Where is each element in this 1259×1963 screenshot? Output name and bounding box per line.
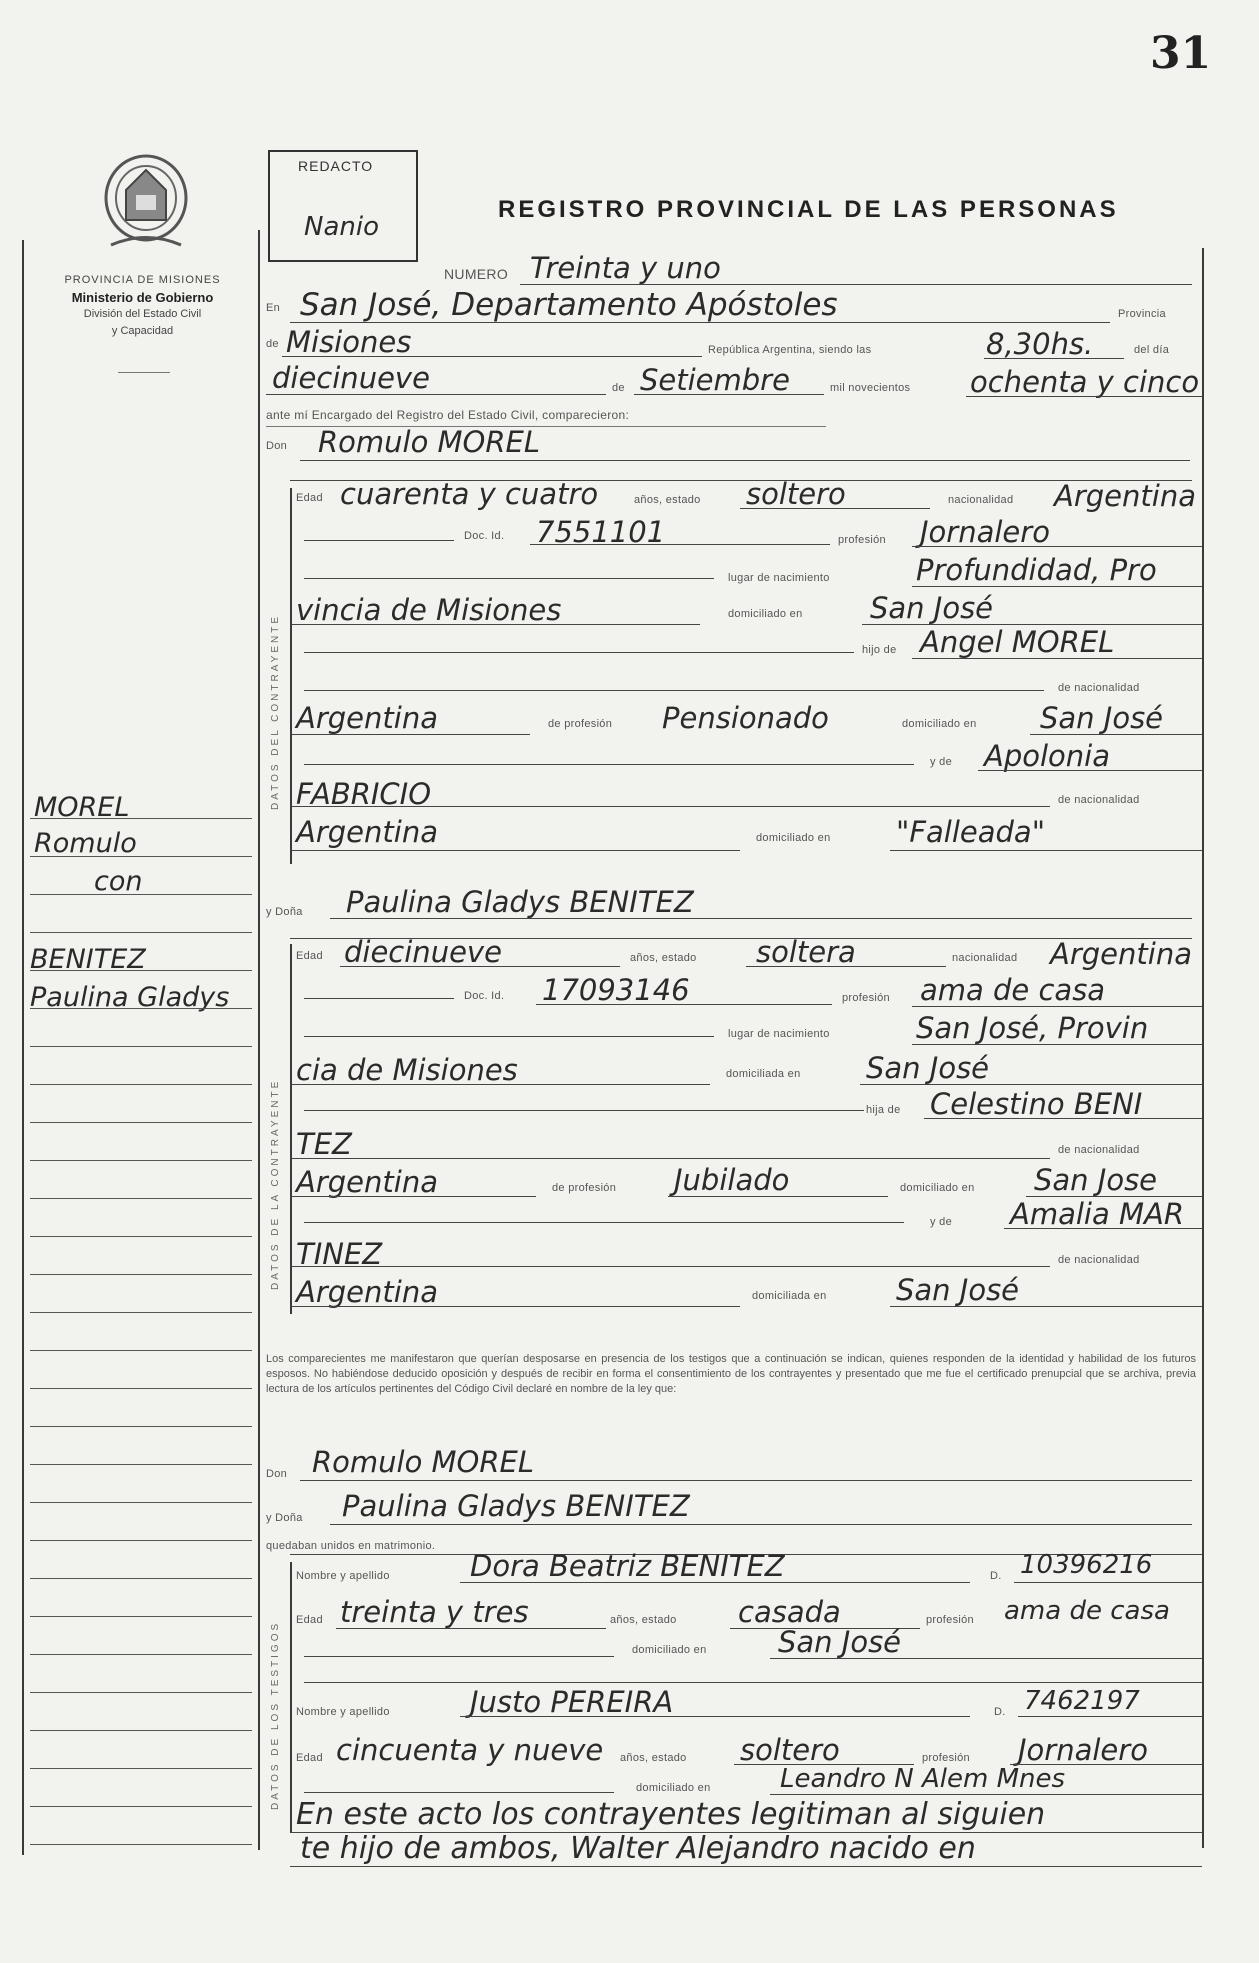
margin-rule [30, 1236, 252, 1237]
w2-prof-label: profesión [922, 1752, 970, 1764]
republica-label: República Argentina, siendo las [708, 344, 872, 356]
margin-rule [30, 1616, 252, 1617]
bride-father-nationality: Argentina [296, 1165, 438, 1199]
bride-status-value: soltera [756, 935, 856, 969]
rule [860, 1084, 1202, 1085]
rule [300, 460, 1190, 461]
authority-line-4: y Capacidad [111, 325, 174, 337]
rule [460, 1582, 970, 1583]
rule [304, 1792, 614, 1793]
margin-rule [30, 1350, 252, 1351]
margin-rule [30, 1540, 252, 1541]
rule [290, 322, 1110, 323]
bride-section-bar [290, 944, 292, 1314]
margin-rule [30, 1578, 252, 1579]
margin-rule [30, 1806, 252, 1807]
w2-nombre-label: Nombre y apellido [296, 1706, 390, 1718]
groom-mother-nationality: Argentina [296, 815, 438, 849]
w1-edad-label: Edad [296, 1614, 323, 1626]
right-border [1202, 248, 1204, 1848]
rule [340, 966, 620, 967]
time-value: 8,30hs. [986, 327, 1094, 361]
redacto-value: Nanio [304, 212, 379, 242]
month-value: Setiembre [640, 363, 790, 397]
margin-rule [30, 1198, 252, 1199]
bride-doc-label: Doc. Id. [464, 990, 505, 1002]
w1-status-value: casada [738, 1595, 841, 1629]
w1-d-label: D. [990, 1570, 1002, 1582]
rule [304, 764, 914, 765]
rule [290, 806, 1050, 807]
rule [924, 1118, 1202, 1119]
de-month-label: de [612, 382, 625, 394]
margin-rule [30, 1274, 252, 1275]
decl-dona-label: y Doña [266, 1512, 303, 1524]
margin-rule [30, 1008, 252, 1009]
rule [912, 586, 1202, 587]
margin-rule [30, 1502, 252, 1503]
bride-father-profession: Jubilado [674, 1163, 790, 1197]
groom-domicile-value: San José [870, 591, 994, 625]
groom-mother-nac-label: de nacionalidad [1058, 794, 1140, 806]
bride-father-2: TEZ [296, 1127, 352, 1161]
groom-father-dom-label: domiciliado en [902, 718, 977, 730]
groom-name-value: Romulo MOREL [318, 425, 541, 459]
margin-rule [30, 932, 252, 933]
groom-doc-label: Doc. Id. [464, 530, 505, 542]
rule [890, 1306, 1202, 1307]
rule [304, 1222, 904, 1223]
redacto-label: REDACTO [298, 158, 374, 174]
groom-nac-label: nacionalidad [948, 494, 1014, 506]
rule [770, 1794, 1202, 1795]
note-line-1: En este acto los contrayentes legitiman al siguien [296, 1797, 1046, 1832]
provincia-label: Provincia [1118, 308, 1166, 320]
rule [1004, 1228, 1202, 1229]
rule [330, 1524, 1192, 1525]
w2-edad-label: Edad [296, 1752, 323, 1764]
bride-denac-label: de nacionalidad [1058, 1144, 1140, 1156]
bride-deprof-label: de profesión [552, 1182, 617, 1194]
rule [912, 1006, 1202, 1007]
groom-doc-value: 7551101 [536, 515, 666, 549]
margin-line-1: MOREL [34, 792, 130, 823]
margin-rule [30, 1084, 252, 1085]
numero-label: NUMERO [444, 266, 509, 282]
margin-rule [30, 894, 252, 895]
rule [282, 356, 702, 357]
authority-block [30, 272, 255, 340]
bride-age-value: diecinueve [344, 935, 502, 969]
margin-rule [30, 1654, 252, 1655]
w2-age-value: cincuenta y nueve [336, 1733, 604, 1767]
rule [290, 624, 700, 625]
witness-section-bar [290, 1562, 292, 1832]
w1-doc-value: 10396216 [1020, 1550, 1153, 1580]
rule [966, 396, 1202, 397]
rule [304, 1682, 1202, 1683]
w1-nombre-label: Nombre y apellido [296, 1570, 390, 1582]
rule [1014, 1582, 1202, 1583]
bride-domicile-value: San José [866, 1051, 990, 1085]
rule [1030, 734, 1202, 735]
rule [290, 1196, 536, 1197]
quedaban-label: quedaban unidos en matrimonio. [266, 1540, 436, 1552]
ante-label: ante mí Encargado del Registro del Estado Civil, comparecieron: [266, 408, 630, 422]
bride-name-value: Paulina Gladys BENITEZ [346, 885, 694, 919]
groom-birthplace-1: Profundidad, Pro [916, 553, 1157, 587]
office-heading: REGISTRO PROVINCIAL DE LAS PERSONAS [498, 196, 1119, 223]
rule [300, 1480, 1192, 1481]
margin-rule [30, 1692, 252, 1693]
rule [912, 658, 1202, 659]
bride-edad-label: Edad [296, 950, 323, 962]
bride-birthplace-2: cia de Misiones [296, 1053, 518, 1087]
main-left-border [258, 230, 260, 1850]
rule [634, 394, 824, 395]
rule [912, 546, 1202, 547]
groom-edad-label: Edad [296, 492, 323, 504]
groom-father-domicile: San José [1040, 701, 1164, 735]
margin-rule [30, 1046, 252, 1047]
authority-line-2: Ministerio de Gobierno [71, 290, 214, 305]
authority-divider [118, 372, 170, 373]
rule [304, 1656, 614, 1657]
rule [978, 770, 1202, 771]
bride-father-domicile: San Jose [1034, 1163, 1158, 1197]
margin-rule [30, 1464, 252, 1465]
rule [304, 1036, 714, 1037]
w1-profession-value: ama de casa [1004, 1596, 1170, 1626]
margin-rule [30, 1844, 252, 1845]
rule [290, 1084, 710, 1085]
note-line-2: te hijo de ambos, Walter Alejandro nacido en [300, 1831, 976, 1866]
bride-mother-1: Amalia MAR [1010, 1197, 1184, 1231]
groom-anos-label: años, estado [634, 494, 701, 506]
margin-rule [30, 1426, 252, 1427]
rule [266, 394, 606, 395]
bride-yde-label: y de [930, 1216, 952, 1228]
rule [890, 850, 1202, 851]
decl-groom-value: Romulo MOREL [312, 1445, 535, 1479]
groom-father-profession: Pensionado [662, 701, 829, 735]
decl-don-label: Don [266, 1468, 288, 1480]
rule [290, 1866, 1202, 1867]
en-label: En [266, 302, 281, 314]
w2-anos-label: años, estado [620, 1752, 687, 1764]
province-value: Misiones [286, 325, 412, 359]
bride-birthplace-1: San José, Provin [916, 1011, 1149, 1045]
authority-line-3: División del Estado Civil [83, 308, 202, 320]
rule [290, 1266, 1050, 1267]
groom-mother-1: Apolonia [984, 739, 1110, 773]
redacto-box [268, 150, 418, 262]
margin-line-5: Paulina Gladys [30, 982, 230, 1013]
rule [336, 1628, 606, 1629]
bride-prof-label: profesión [842, 992, 890, 1004]
margin-rule [30, 818, 252, 819]
place-value: San José, Departamento Apóstoles [300, 287, 838, 323]
groom-lugar-label: lugar de nacimiento [728, 572, 830, 584]
rule [304, 652, 854, 653]
rule [912, 1044, 1202, 1045]
declaration-text: Los comparecientes me manifestaron que querían desposarse en presencia de los testigos que a continuación se indican, quienes responden de la identidad y habilidad de los futuros esposos. No habiéndose deducido oposición y después de recibir en forma el consentimiento de los contrayentes y presentado que me fue el certificado prenupcial que se archiva, previa lectura de los artículos pertinentes del Código Civil declaré en nombre de la ley que: [266, 1353, 1196, 1395]
rule [290, 850, 740, 851]
groom-mother-domicile: "Falleada" [896, 815, 1046, 849]
bride-father-dom-label: domiciliado en [900, 1182, 975, 1194]
day-value: diecinueve [272, 361, 430, 395]
decl-bride-value: Paulina Gladys BENITEZ [342, 1489, 690, 1523]
rule [304, 690, 1044, 691]
rule [304, 998, 454, 999]
bride-mother-dom-label: domiciliada en [752, 1290, 827, 1302]
groom-nationality-value: Argentina [1054, 479, 1196, 513]
groom-father-nationality: Argentina [296, 701, 438, 735]
groom-father-value: Angel MOREL [920, 625, 1115, 659]
groom-hijo-label: hijo de [862, 644, 897, 656]
rule [290, 734, 530, 735]
margin-line-4: BENITEZ [30, 944, 146, 975]
w1-name-value: Dora Beatriz BENITEZ [470, 1549, 785, 1583]
bride-lugar-label: lugar de nacimiento [728, 1028, 830, 1040]
margin-rule [30, 1122, 252, 1123]
bride-father-1: Celestino BENI [930, 1087, 1143, 1121]
authority-line-1: PROVINCIA DE MISIONES [64, 274, 221, 286]
groom-denac-label: de nacionalidad [1058, 682, 1140, 694]
bride-mother-2: TINEZ [296, 1237, 383, 1271]
del-dia-label: del día [1134, 344, 1170, 356]
groom-age-value: cuarenta y cuatro [340, 477, 599, 511]
rule [530, 544, 830, 545]
rule [290, 1158, 1050, 1159]
w2-domicile-value: Leandro N Alem Mnes [780, 1764, 1066, 1794]
rule [460, 1716, 970, 1717]
rule [984, 358, 1124, 359]
margin-rule [30, 1768, 252, 1769]
de-label: de [266, 338, 279, 350]
rule [1018, 1716, 1202, 1717]
rule [330, 918, 1192, 919]
bride-nationality-value: Argentina [1050, 937, 1192, 971]
bride-side-label: DATOS DE LA CONTRAYENTE [270, 1078, 281, 1290]
groom-yde-label: y de [930, 756, 952, 768]
don-label: Don [266, 440, 288, 452]
rule [290, 1306, 740, 1307]
groom-mother-dom-label: domiciliado en [756, 832, 831, 844]
groom-birthplace-2: vincia de Misiones [296, 593, 562, 627]
left-margin-border [22, 240, 24, 1855]
rule [536, 1004, 832, 1005]
rule [304, 578, 714, 579]
groom-prof-label: profesión [838, 534, 886, 546]
page-number: 31 [1150, 28, 1212, 79]
margin-rule [30, 970, 252, 971]
margin-rule [30, 1730, 252, 1731]
bride-mother-domicile: San José [896, 1273, 1020, 1307]
groom-side-label: DATOS DEL CONTRAYENTE [270, 614, 281, 810]
groom-dom-label: domiciliado en [728, 608, 803, 620]
bride-hija-label: hija de [866, 1104, 901, 1116]
w1-dom-label: domiciliado en [632, 1644, 707, 1656]
groom-status-value: soltero [746, 477, 846, 511]
w2-profession-value: Jornalero [1018, 1733, 1148, 1767]
w2-name-value: Justo PEREIRA [470, 1685, 674, 1719]
groom-profession-value: Jornalero [920, 515, 1050, 549]
witness-side-label: DATOS DE LOS TESTIGOS [270, 1620, 281, 1810]
margin-line-3: con [94, 866, 143, 897]
bride-dona-label: y Doña [266, 906, 303, 918]
bride-doc-value: 17093146 [542, 973, 690, 1007]
margin-rule [30, 856, 252, 857]
mil-label: mil novecientos [830, 382, 911, 394]
bride-mother-nac-label: de nacionalidad [1058, 1254, 1140, 1266]
margin-line-2: Romulo [34, 828, 137, 859]
w2-dom-label: domiciliado en [636, 1782, 711, 1794]
groom-deprof-label: de profesión [548, 718, 613, 730]
bride-dom-label: domiciliada en [726, 1068, 801, 1080]
year-value: ochenta y cinco [970, 365, 1200, 399]
w1-anos-label: años, estado [610, 1614, 677, 1626]
rule [740, 508, 930, 509]
bride-mother-nationality: Argentina [296, 1275, 438, 1309]
margin-rule [30, 1160, 252, 1161]
margin-rule [30, 1312, 252, 1313]
rule [304, 540, 454, 541]
rule [770, 1658, 1202, 1659]
w2-d-label: D. [994, 1706, 1006, 1718]
coat-of-arms-icon [96, 150, 196, 255]
margin-rule [30, 1388, 252, 1389]
rule [304, 1110, 864, 1111]
w1-age-value: treinta y tres [340, 1595, 529, 1629]
w1-domicile-value: San José [778, 1625, 902, 1659]
w2-doc-value: 7462197 [1024, 1686, 1140, 1716]
rule [520, 284, 1192, 285]
rule [668, 1196, 888, 1197]
bride-anos-label: años, estado [630, 952, 697, 964]
w2-status-value: soltero [740, 1733, 840, 1767]
bride-nac-label: nacionalidad [952, 952, 1018, 964]
groom-mother-2: FABRICIO [296, 777, 432, 811]
bride-profession-value: ama de casa [920, 973, 1106, 1007]
groom-section-bar [290, 488, 292, 864]
w1-prof-label: profesión [926, 1614, 974, 1626]
numero-value: Treinta y uno [530, 251, 721, 285]
rule [746, 966, 946, 967]
